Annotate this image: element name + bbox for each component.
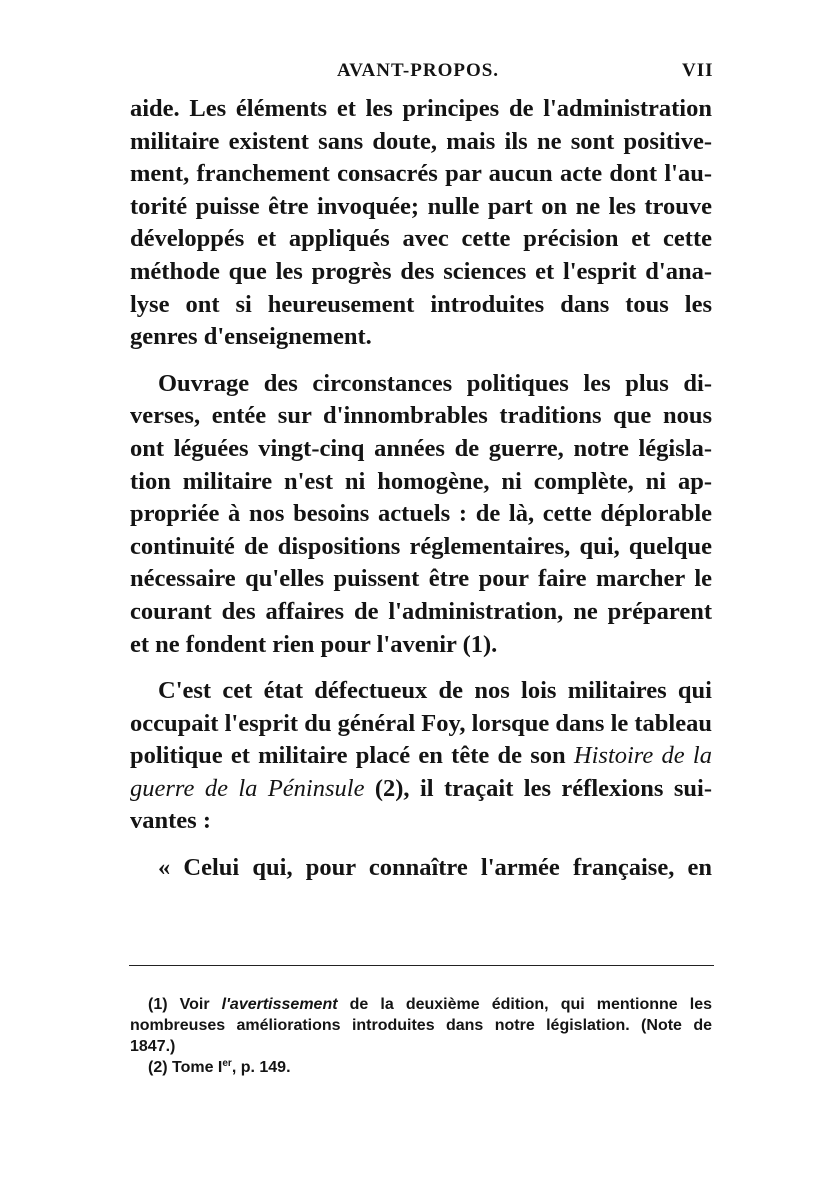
running-title: AVANT-PROPOS. bbox=[337, 60, 500, 81]
footnote-text: (1) Voir bbox=[148, 996, 222, 1013]
text-line: genres d'enseignement. bbox=[130, 323, 372, 351]
book-title: Histoire de la bbox=[573, 742, 712, 770]
text-line: Ouvrage des circonstances politiques les plus di- bbox=[158, 369, 712, 397]
text-line: développés et appliqués avec cette précision et cette bbox=[130, 225, 712, 253]
text-segment: (2), il traçait les réflexions sui- bbox=[364, 774, 713, 802]
book-title: guerre de la Péninsule bbox=[130, 774, 365, 802]
footnote-1-line-2: nombreuses améliorations introduites dans notre législation. (Note de bbox=[130, 1017, 712, 1034]
paragraph-4 bbox=[130, 852, 712, 885]
text-segment: politique et militaire placé en tête de son bbox=[130, 742, 574, 770]
text-line: torité puisse être invoquée; nulle part on ne les trouve bbox=[130, 192, 712, 220]
text-line: courant des affaires de l'administration, ne préparent bbox=[130, 597, 712, 625]
footnote-1-line-3: 1847.) bbox=[130, 1038, 176, 1055]
text-line-with-title bbox=[130, 773, 712, 806]
footnote-text: (2) Tome I bbox=[148, 1059, 223, 1076]
text-line: militaire existent sans doute, mais ils ne sont positive- bbox=[130, 127, 712, 155]
text-line: verses, entée sur d'innombrables traditions que nous bbox=[130, 402, 712, 430]
text-line: C'est cet état défectueux de nos lois militaires qui bbox=[158, 677, 712, 705]
running-head bbox=[0, 60, 840, 90]
text-line: occupait l'esprit du général Foy, lorsque dans le tableau bbox=[130, 709, 712, 737]
footnote-divider bbox=[129, 965, 714, 966]
paragraph-2 bbox=[130, 368, 712, 661]
text-line: vantes : bbox=[130, 807, 211, 835]
text-line: continuité de dispositions réglementaires, qui, quelque bbox=[130, 532, 712, 560]
footnote-text: , p. 149. bbox=[231, 1059, 291, 1076]
text-line: lyse ont si heureusement introduites dans tous les bbox=[130, 290, 712, 318]
text-line: et ne fondent rien pour l'avenir (1). bbox=[130, 630, 498, 658]
text-line: ment, franchement consacrés par aucun acte dont l'au- bbox=[130, 160, 712, 188]
text-line: nécessaire qu'elles puissent être pour faire marcher le bbox=[130, 565, 712, 593]
footnote-1 bbox=[130, 994, 712, 1015]
text-line: méthode que les progrès des sciences et l'esprit d'ana- bbox=[130, 257, 712, 285]
footnote-superscript: er bbox=[222, 1058, 232, 1069]
text-line-with-title bbox=[130, 740, 712, 773]
body-text bbox=[130, 93, 712, 885]
paragraph-3 bbox=[130, 675, 712, 838]
page-number: VII bbox=[682, 60, 714, 81]
text-line: propriée à nos besoins actuels : de là, cette déplorable bbox=[130, 500, 712, 528]
footnote-text: de la deuxième édition, qui mentionne les bbox=[337, 996, 713, 1013]
footnote-italic-text: l'avertissement bbox=[221, 996, 338, 1013]
paragraph-1 bbox=[130, 93, 712, 354]
text-line: « Celui qui, pour connaître l'armée française, en bbox=[158, 854, 712, 882]
text-line: aide. Les éléments et les principes de l'administration bbox=[130, 95, 712, 122]
footnotes bbox=[130, 994, 712, 1078]
text-line: ont léguées vingt-cinq années de guerre, notre législa- bbox=[130, 434, 712, 462]
text-line: tion militaire n'est ni homogène, ni complète, ni ap- bbox=[130, 467, 712, 495]
footnote-2 bbox=[130, 1057, 712, 1078]
